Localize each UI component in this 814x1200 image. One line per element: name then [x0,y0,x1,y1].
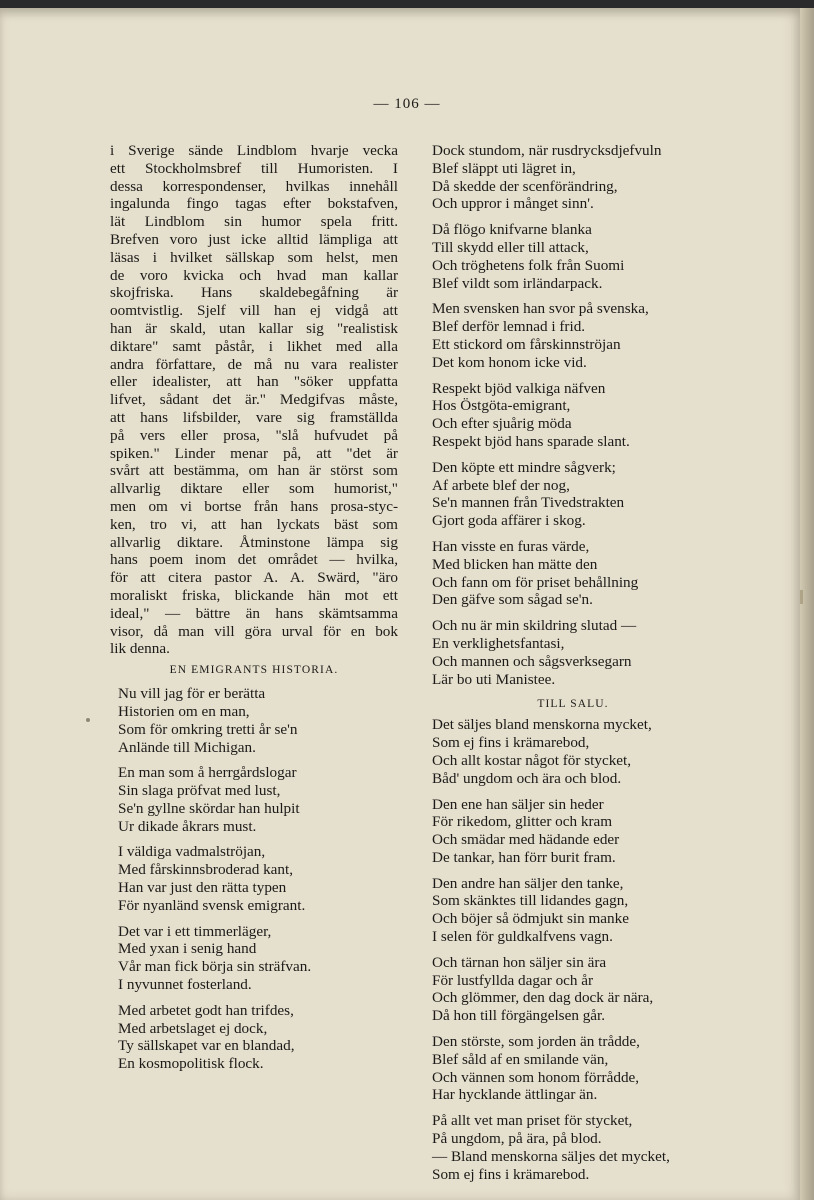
text-line: För nyanländ svensk emigrant. [118,896,306,914]
text-line: Och smädar med hädande eder [432,831,620,849]
text-line: Respekt bjöd hans sparade slant. [432,432,630,450]
text-line: Då flögo knifvarne blanka [432,221,592,239]
text-line: Dock stundom, när rusdrycksdjefvuln [432,142,662,159]
stanza [118,764,398,835]
text-line: lät Lindblom sin humor spela fritt. [110,213,398,231]
text-line: Se'n mannen från Tivedstrakten [432,494,625,512]
stanza [432,221,714,292]
paper-stain [800,590,803,604]
text-line: spiken." Linder menar på, att "det är [110,444,398,462]
text-line: Det säljes bland menskorna mycket, [432,716,652,734]
text-line: Och uppror i månget sinn'. [432,195,594,213]
poem-stanzas-left [110,685,398,1073]
text-line: att hans lifsbilder, vare sig framställda [110,408,398,426]
text-line: Sin slaga pröfvat med lust, [118,782,281,800]
text-line: Som för omkring tretti år se'n [118,720,298,738]
right-column [432,142,714,1191]
poem-stanzas [432,716,714,1183]
text-line: Och glömmer, den dag dock är nära, [432,989,654,1007]
left-column [110,142,398,1081]
text-line: Som ej fins i krämarebod. [432,1165,590,1183]
text-line: De tankar, han förr burit fram. [432,848,616,866]
stanza [432,380,714,451]
text-line: andra författare, de må nu vara realister [110,355,398,373]
text-line: Af arbete blef der nog, [432,476,570,494]
stanza [432,875,714,946]
text-line: Med yxan i senig hand [118,940,257,958]
poem-title: TILL SALU. [537,698,609,711]
text-line: Den störste, som jorden än trådde, [432,1033,640,1051]
text-line: Vår man fick börja sin sträfvan. [118,958,312,976]
stanza [118,685,398,756]
stanza [432,1033,714,1104]
stanza [432,954,714,1025]
text-line: Men svensken han svor på svenska, [432,300,649,318]
text-line: läsas i hvilket sällskap som helst, men [110,248,398,266]
text-line: Och fann om för priset behållning [432,573,639,591]
text-line: Det kom honom icke vid. [432,353,587,371]
text-line: Med fårskinnsbroderad kant, [118,861,294,879]
text-line: i Sverige sände Lindblom hvarje vecka [110,142,398,159]
text-line: Lär bo uti Manistee. [432,670,556,688]
text-line: de voro kvicka och hvad man kallar [110,266,398,284]
text-line: Som ej fins i krämarebod, [432,734,590,752]
text-line: Och allt kostar något för stycket, [432,751,632,769]
stanza [118,923,398,994]
text-line: lik denna. [110,640,170,658]
text-line: han är skald, utan kallar sig "realistisk [110,319,398,337]
text-line: Då hon till förgängelsen går. [432,1007,606,1025]
text-line: Nu vill jag för er berätta [118,685,266,703]
text-line: Och böjer så ödmjukt sin manke [432,910,629,928]
text-line: Med blicken han mätte den [432,555,598,573]
text-line: Se'n gyllne skördar han hulpit [118,799,300,817]
stanza [118,843,398,914]
text-line: För lustfyllda dagar och år [432,971,594,989]
stanza [432,617,714,688]
poem-title: EN EMIGRANTS HISTORIA. [169,664,339,677]
text-line: Det var i ett timmerläger, [118,922,272,940]
text-line: svårt att bestämma, om han är störst som [110,462,398,480]
text-line: Han var just den rätta typen [118,879,287,897]
text-line: Historien om en man, [118,702,250,720]
text-line: Och tröghetens folk från Suomi [432,256,625,274]
page-edge [800,8,814,1200]
prose-paragraph [110,142,398,658]
text-line: Blef derför lemnad i frid. [432,318,586,336]
text-line: Blef såld af en smilande vän, [432,1050,609,1068]
text-line: moraliskt friska, blickande hän mot ett [110,586,398,604]
text-line: dessa korrespondenser, hvilkas innehåll [110,177,398,195]
text-line: visor, då man vill göra urval för en bok [110,622,398,640]
stanza [118,1002,398,1073]
text-line: Som skänktes till lidandes gagn, [432,892,629,910]
text-line: diktare" samt påstår, i likhet med alla [110,337,398,355]
text-line: Gjort goda affärer i skog. [432,512,586,530]
text-line: skojfriska. Hans skaldebegåfning är [110,284,398,302]
text-line: Till skydd eller till attack, [432,238,589,256]
text-line: Den köpte ett mindre sågverk; [432,458,616,476]
text-line: På allt vet man priset för stycket, [432,1112,633,1130]
text-line: På ungdom, på ära, på blod. [432,1130,602,1148]
text-line: ken, tro vi, att han lyckats bäst som [110,515,398,533]
text-line: Blef släppt uti lägret in, [432,159,576,177]
text-line: ideal," — bättre än hans skämtsamma [110,604,398,622]
stanza [432,142,714,213]
text-line: I nyvunnet fosterland. [118,976,252,994]
text-line: men om vi bortse från hans prosa-styc- [110,497,398,515]
text-line: Och tärnan hon säljer sin ära [432,953,607,971]
text-line: Då skedde der scenförändring, [432,177,618,195]
stanza [432,538,714,609]
text-line: Den ene han säljer sin heder [432,795,604,813]
top-dark-band [0,0,814,8]
text-line: Ur dikade åkrars must. [118,817,257,835]
page-number: — 106 — [373,96,441,112]
stanza [432,300,714,371]
text-line: på vers eller prosa, "slå hufvudet på [110,426,398,444]
text-line: för att citera pastor A. A. Swärd, "äro [110,569,398,587]
text-line: hans poem inom det området — hvilka, [110,551,398,569]
text-line: Respekt bjöd valkiga näfven [432,379,606,397]
text-line: Den andre han säljer den tanke, [432,874,624,892]
text-line: Och mannen och sågsverksegarn [432,652,632,670]
text-line: ett Stockholmsbref till Humoristen. I [110,159,398,177]
text-line: Och vännen som honom förrådde, [432,1068,640,1086]
paper-blemish [86,718,90,722]
text-line: Ty sällskapet var en blandad, [118,1037,295,1055]
text-line: En verklighetsfantasi, [432,634,565,652]
text-line: allvarlig diktare. Åtminstone lämpa sig [110,533,398,551]
text-line: Med arbetet godt han trifdes, [118,1001,294,1019]
text-line: Har hycklande ättlingar än. [432,1086,598,1104]
text-line: ingalunda fingo tagas efter bokstafven, [110,195,398,213]
text-line: Med arbetslaget ej dock, [118,1019,268,1037]
text-line: lifvet, sådant det är." Medgifvas måste, [110,391,398,409]
text-line: En kosmopolitisk flock. [118,1055,264,1073]
stanza [432,1112,714,1183]
text-line: För rikedom, glitter och kram [432,813,613,831]
text-line: Den gäfve som sågad se'n. [432,591,593,609]
text-line: — Bland menskorna säljes det mycket, [432,1147,670,1165]
stanza [432,716,714,787]
text-line: I selen för guldkalfvens vagn. [432,928,613,946]
text-line: oomtvistlig. Sjelf vill han ej vidgå att [110,302,398,320]
text-line: Ett stickord om fårskinnströjan [432,335,621,353]
text-line: Han visste en furas värde, [432,537,590,555]
text-line: allvarlig diktare eller som humorist," [110,480,398,498]
text-line: Brefven voro just icke alltid lämpliga att [110,230,398,248]
text-line: En man som å herrgårdslogar [118,764,297,782]
stanza [432,459,714,530]
text-line: I väldiga vadmalströjan, [118,843,266,861]
text-line: Båd' ungdom och ära och blod. [432,769,622,787]
stanza [432,796,714,867]
text-line: Och efter sjuårig möda [432,415,572,433]
text-line: Anlände till Michigan. [118,738,256,756]
text-line: Och nu är min skildring slutad — [432,617,637,635]
poem-stanzas-right [432,142,714,688]
text-line: eller idealister, att han "söker uppfatta [110,373,398,391]
text-line: Hos Östgöta-emigrant, [432,397,571,415]
text-line: Blef vildt som irländarpack. [432,274,603,292]
